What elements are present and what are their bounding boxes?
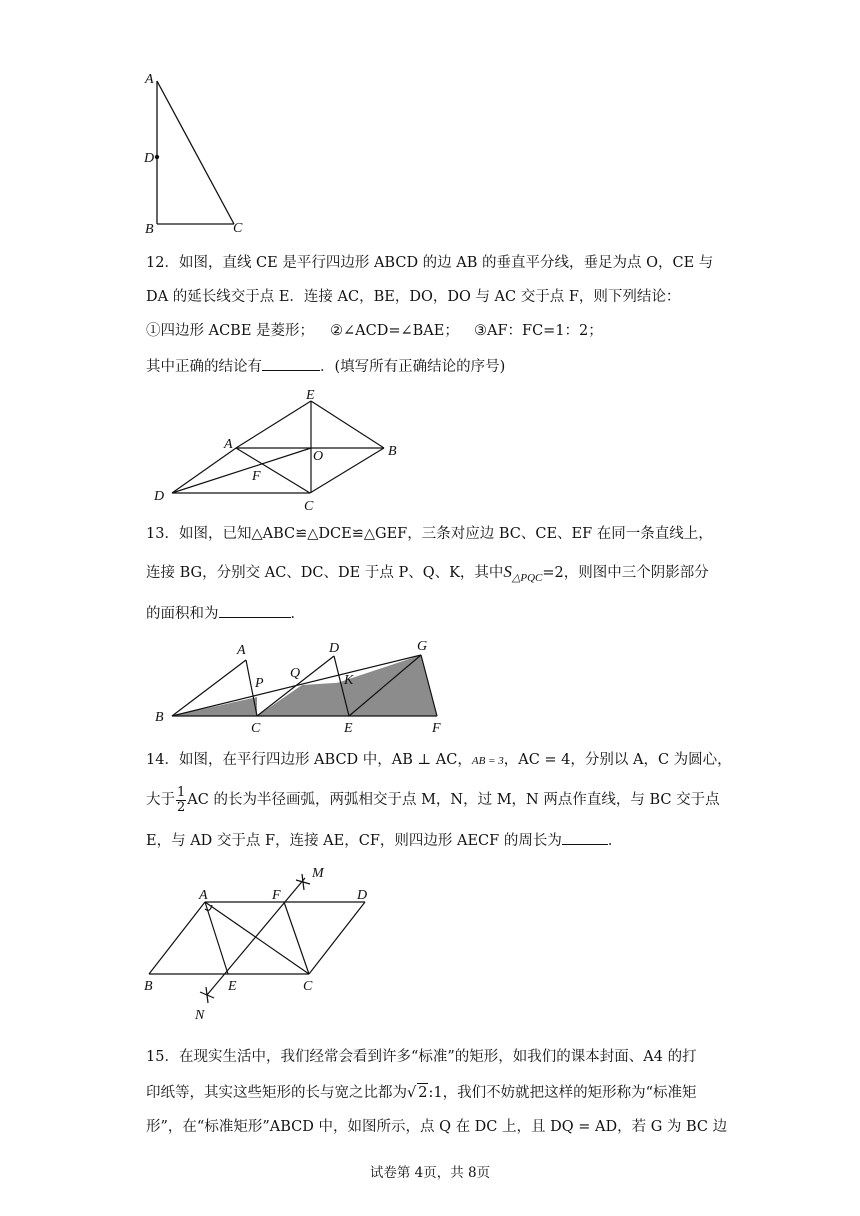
fig12-label-O: O xyxy=(313,449,324,464)
fig12-label-A: A xyxy=(224,437,233,452)
fig12-label-C: C xyxy=(304,499,314,514)
q14-frac-denominator: 2 xyxy=(177,799,186,815)
fig13-label-G: G xyxy=(417,639,428,654)
q13-area-subscript: △PQC xyxy=(511,571,543,584)
fig14-label-E: E xyxy=(228,979,237,994)
fig14-label-N: N xyxy=(195,1008,205,1023)
fig13-label-F: F xyxy=(432,721,441,736)
fig13-label-Q: Q xyxy=(290,666,301,681)
fig14-label-M: M xyxy=(312,866,324,881)
q14-ab-value: AB = 3 xyxy=(471,755,504,767)
q13-area-symbol: S xyxy=(503,562,512,581)
fig14-label-C: C xyxy=(303,979,313,994)
q15-line1: 15．在现实生活中，我们经常会看到许多“标准”的矩形，如我们的课本封面、A4 的打 xyxy=(146,1049,697,1065)
fig14-label-F: F xyxy=(272,888,281,903)
fig14-label-B: B xyxy=(144,979,153,994)
q13-line2-end: ，则图中三个阴影部分 xyxy=(563,565,709,581)
fig13-label-E: E xyxy=(344,721,353,736)
q14-prompt: E，与 AD 交于点 F，连接 AE，CF，则四边形 AECF 的周长为 xyxy=(146,833,562,849)
fig13-label-P: P xyxy=(255,676,264,691)
q14-line1-end: ，AC = 4，分别以 A，C 为圆心， xyxy=(503,752,732,768)
q15-line3: 形”，在“标准矩形”ABCD 中，如图所示，点 Q 在 DC 上，且 DQ = AD，若 G 为 BC 边 xyxy=(146,1119,728,1135)
q12-option-3: ③AF：FC=1：2； xyxy=(474,323,603,339)
fig13-label-B: B xyxy=(155,710,164,725)
fig11-label-A: A xyxy=(145,72,154,87)
q15-sqrt-sign: √ xyxy=(407,1085,417,1101)
fig13-label-D: D xyxy=(329,641,340,656)
q15-line2-end: ，我们不妨就把这样的矩形称为“标准矩 xyxy=(442,1085,697,1101)
fig13-label-K: K xyxy=(344,673,354,688)
fig13-label-A: A xyxy=(237,643,246,658)
fig12-label-E: E xyxy=(306,388,315,403)
fig14-label-A: A xyxy=(199,888,208,903)
page-footer: 试卷第 4页，共 8页 xyxy=(369,1165,491,1181)
q13-prompt: 的面积和为 xyxy=(146,606,219,622)
q15-line2-start: 印纸等，其实这些矩形的长与宽之比都为 xyxy=(146,1085,407,1101)
q15-line2 xyxy=(146,1083,697,1102)
fig12-label-F: F xyxy=(252,469,261,484)
fig11-label-D: D xyxy=(144,151,155,166)
fig12-label-D: D xyxy=(154,489,165,504)
fig12-label-B: B xyxy=(388,444,397,459)
q14-line2-start: 大于 xyxy=(146,792,175,808)
q12-line1: 12．如图，直线 CE 是平行四边形 ABCD 的边 AB 的垂直平分线，垂足为点 O，CE 与 xyxy=(146,255,714,271)
q12-option-1: ①四边形 ACBE 是菱形； xyxy=(146,323,315,339)
q12-prompt: 其中正确的结论有 xyxy=(146,359,262,375)
q13-end: ． xyxy=(290,606,305,622)
q15-sqrt-value: 2 xyxy=(418,1085,428,1101)
q12-instruction: ．(填写所有正确结论的序号) xyxy=(320,359,506,375)
q14-line2-end: AC 的长为半径画弧，两弧相交于点 M，N，过 M，N 两点作直线，与 BC 交于点 xyxy=(187,792,720,808)
fig13-label-C: C xyxy=(251,721,261,736)
fig11-label-C: C xyxy=(233,221,243,236)
q12-line2: DA 的延长线交于点 E．连接 AC，BE，DO，DO 与 AC 交于点 F，则下列结论： xyxy=(146,289,681,305)
q13-area-value: =2 xyxy=(542,565,564,581)
q14-frac-numerator: 1 xyxy=(177,784,186,800)
q13-line1: 13．如图，已知△ABC≌△DCE≌△GEF，三条对应边 BC、CE、EF 在同一条直线上， xyxy=(146,526,713,542)
fig14-label-D: D xyxy=(357,888,368,903)
q15-ratio-tail: :1 xyxy=(428,1085,443,1101)
q14-line1-start: 14．如图，在平行四边形 ABCD 中，AB ⊥ AC， xyxy=(146,752,472,768)
q12-option-2: ②∠ACD=∠BAE； xyxy=(330,323,459,339)
q13-line2-start: 连接 BG，分别交 AC、DC、DE 于点 P、Q、K，其中 xyxy=(146,565,504,581)
q14-end: ． xyxy=(607,833,623,849)
fig11-label-B: B xyxy=(145,222,154,237)
